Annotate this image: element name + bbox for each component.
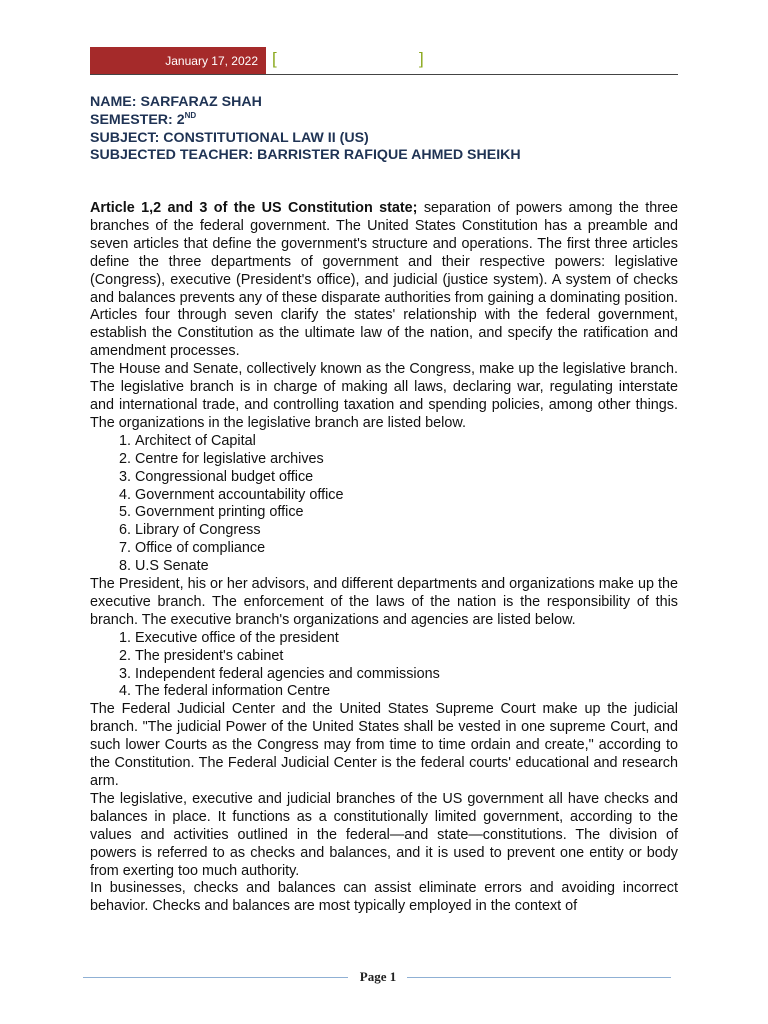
paragraph-businesses: In businesses, checks and balances can assist eliminate errors and avoiding incorrect behavior. Checks and balances are most typically employed in the context of xyxy=(90,880,678,915)
subject-line: SUBJECT: CONSTITUTIONAL LAW II (US) xyxy=(90,129,369,146)
list-item: 8. U.S Senate xyxy=(135,558,678,576)
header-bracket-open: [ xyxy=(272,49,277,68)
page-number: Page 1 xyxy=(359,969,397,984)
list-item: 6. Library of Congress xyxy=(135,522,678,540)
list-item: 2. Centre for legislative archives xyxy=(135,451,678,469)
list-item: 1. Executive office of the president xyxy=(135,630,678,648)
intro-text: separation of powers among the three branches of the federal government. The United States Constitution has a preamble and seven articles that define the government's structure and operations. The first three articles define the three departments of government and their respective powers: legislative (Congress), executive (President's office), and judicial (justice system). A system of checks and balances prevents any of these disparate authorities from gaining a dominating position. Articles four through seven clarify the states' relationship with the federal government, establish the Constitution as the ultimate law of the nation, and specify the ratification and amendment processes. xyxy=(90,200,679,360)
list-item: 3. Independent federal agencies and commissions xyxy=(135,666,678,684)
paragraph-checks-balances: The legislative, executive and judicial branches of the US government all have checks and balances in place. It functions as a constitutionally limited government, according to the values and activities outlined in the federal—and state—constitutions. The division of powers is referred to as checks and balances, and it is used to prevent one entity or body from exerting too much authority. xyxy=(90,790,678,879)
paragraph-executive: The President, his or her advisors, and different departments and organizations make up the executive branch. The enforcement of the laws of the nation is the responsibility of this branch. The executive branch's organizations and agencies are listed below. xyxy=(90,576,678,628)
list-item: 2. The president's cabinet xyxy=(135,648,678,666)
header-date: January 17, 2022 xyxy=(90,47,266,75)
page-footer xyxy=(83,968,671,988)
document-header xyxy=(90,47,678,75)
student-info-block xyxy=(90,94,690,165)
semester-line xyxy=(90,112,690,130)
paragraph-intro xyxy=(90,200,678,361)
document-body xyxy=(90,200,678,916)
semester-text: SEMESTER: 2 xyxy=(90,111,185,128)
teacher-line: SUBJECTED TEACHER: BARRISTER RAFIQUE AHMED SHEIKH xyxy=(90,147,521,164)
executive-list xyxy=(90,630,678,702)
header-bracket-close: ] xyxy=(419,49,424,68)
semester-superscript: ND xyxy=(184,110,197,120)
intro-bold-lead: Article 1,2 and 3 of the US Constitution state; xyxy=(90,200,418,216)
legislative-list xyxy=(90,433,678,576)
list-item: 5. Government printing office xyxy=(135,504,678,522)
list-item: 4. Government accountability office xyxy=(135,487,678,505)
list-item: 4. The federal information Centre xyxy=(135,683,678,701)
list-item: 3. Congressional budget office xyxy=(135,469,678,487)
footer-rule-right xyxy=(407,977,671,978)
list-item: 7. Office of compliance xyxy=(135,540,678,558)
paragraph-legislative: The House and Senate, collectively known as the Congress, make up the legislative branch. The legislative branch is in charge of making all laws, declaring war, regulating interstate and international trade, and controlling taxation and spending policies, among other things. The organizations in the legislative branch are listed below. xyxy=(90,361,678,431)
paragraph-judicial: The Federal Judicial Center and the United States Supreme Court make up the judicial branch. "The judicial Power of the United States shall be vested in one supreme Court, and such lower Courts as the Congress may from time to time ordain and create," according to the Constitution. The Federal Judicial Center is the federal courts' educational and research arm. xyxy=(90,701,678,789)
list-item: 1. Architect of Capital xyxy=(135,433,678,451)
student-name: NAME: SARFARAZ SHAH xyxy=(90,94,262,110)
header-divider xyxy=(90,74,678,75)
footer-rule-left xyxy=(83,977,348,978)
